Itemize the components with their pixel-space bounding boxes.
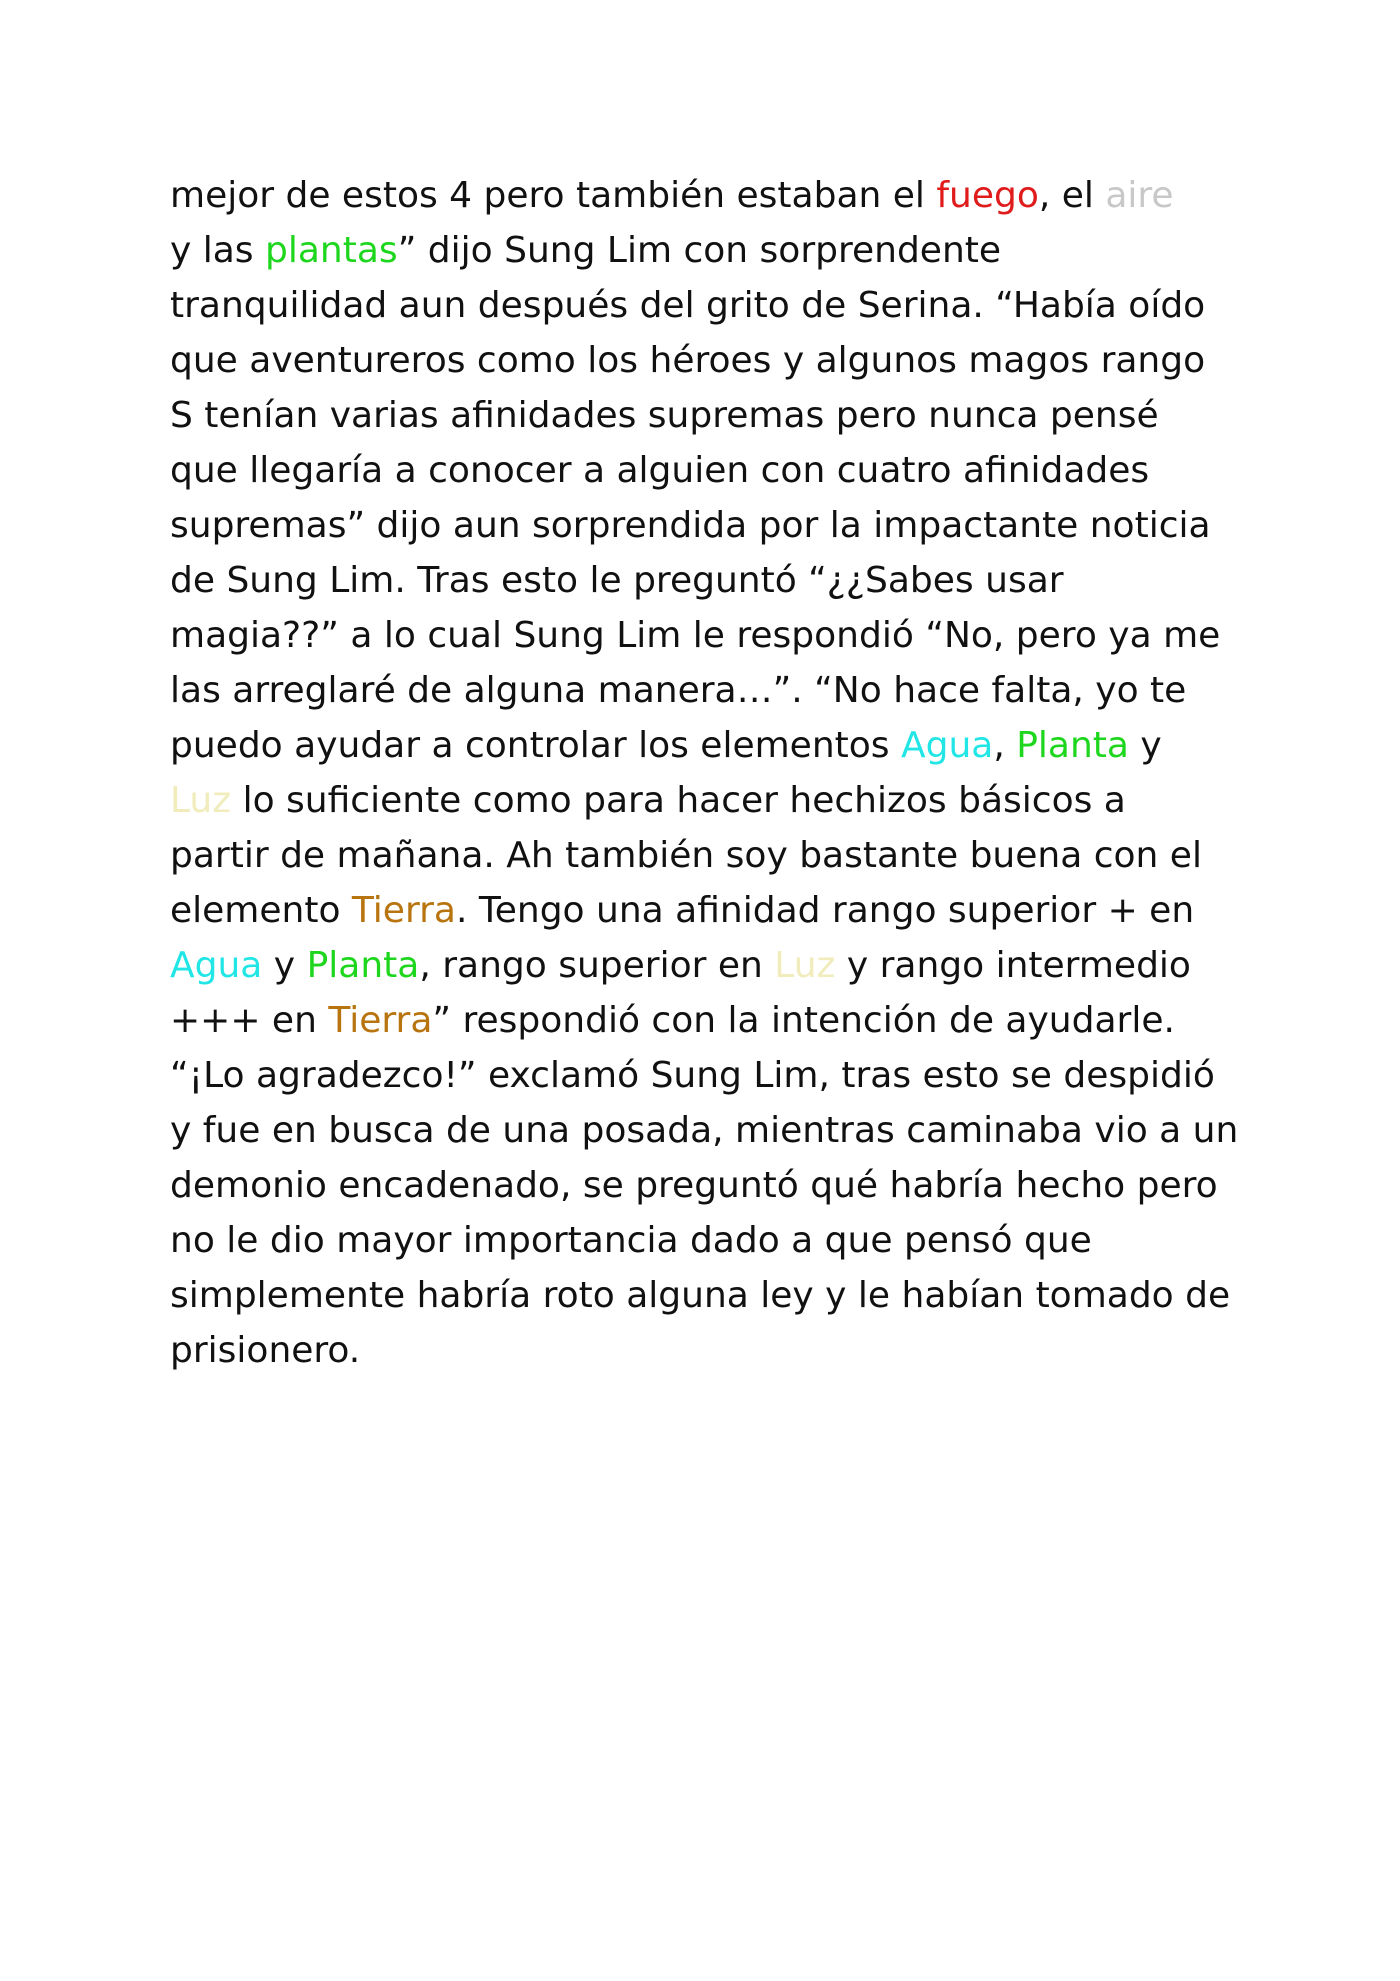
text-segment: lo suficiente como para hacer hechizos básicos a	[231, 780, 1126, 821]
element-word-agua: Agua	[900, 725, 994, 766]
text-segment: y las	[170, 230, 266, 271]
text-segment: ,	[993, 725, 1017, 766]
element-word-agua: Agua	[170, 945, 263, 986]
text-segment: . Tengo una afinidad rango superior + en	[455, 890, 1195, 931]
text-segment: supremas” dijo aun sorprendida por la impactante noticia	[170, 505, 1211, 546]
text-line	[170, 553, 1250, 608]
text-line	[170, 1048, 1250, 1103]
text-line	[170, 1268, 1250, 1323]
text-line	[170, 608, 1250, 663]
text-segment: mejor de estos 4 pero también estaban el	[170, 175, 937, 216]
text-segment: , rango superior en	[419, 945, 775, 986]
text-segment: partir de mañana. Ah también soy bastante buena con el	[170, 835, 1202, 876]
text-line	[170, 168, 1250, 223]
text-segment: +++ en	[170, 1000, 329, 1041]
text-line	[170, 1103, 1250, 1158]
text-segment: tranquilidad aun después del grito de Serina. “Había oído	[170, 285, 1206, 326]
text-segment: y	[262, 945, 307, 986]
element-word-fuego: fuego	[936, 175, 1039, 216]
text-line	[170, 773, 1250, 828]
text-segment: puedo ayudar a controlar los elementos	[170, 725, 901, 766]
element-word-tierra: Tierra	[328, 1000, 433, 1041]
text-line	[170, 278, 1250, 333]
text-segment: de Sung Lim. Tras esto le preguntó “¿¿Sabes usar	[170, 560, 1064, 601]
text-segment: que aventureros como los héroes y algunos magos rango	[170, 340, 1206, 381]
text-segment: ” dijo Sung Lim con sorprendente	[397, 230, 1002, 271]
element-word-tierra: Tierra	[351, 890, 456, 931]
text-segment: S tenían varias afinidades supremas pero nunca pensé	[170, 395, 1159, 436]
text-line	[170, 1158, 1250, 1213]
text-line	[170, 388, 1250, 443]
text-line	[170, 718, 1250, 773]
text-segment: magia??” a lo cual Sung Lim le respondió “No, pero ya me	[170, 615, 1221, 656]
element-word-planta: Planta	[1016, 725, 1129, 766]
text-segment: ” respondió con la intención de ayudarle.	[432, 1000, 1175, 1041]
text-segment: y	[1128, 725, 1162, 766]
text-segment: que llegaría a conocer a alguien con cuatro afinidades	[170, 450, 1150, 491]
element-word-aire: aire	[1105, 175, 1174, 216]
text-line	[170, 828, 1250, 883]
text-segment: y rango intermedio	[835, 945, 1191, 986]
text-line	[170, 663, 1250, 718]
text-segment: “¡Lo agradezco!” exclamó Sung Lim, tras esto se despidió	[170, 1055, 1215, 1096]
text-segment: no le dio mayor importancia dado a que pensó que	[170, 1220, 1092, 1261]
text-segment: las arreglaré de alguna manera…”. “No hace falta, yo te	[170, 670, 1187, 711]
element-word-planta: plantas	[265, 230, 398, 271]
text-segment: elemento	[170, 890, 352, 931]
element-word-luz: Luz	[170, 780, 232, 821]
text-segment: y fue en busca de una posada, mientras caminaba vio a un	[170, 1110, 1239, 1151]
element-word-luz: Luz	[774, 945, 836, 986]
text-line	[170, 1323, 1250, 1378]
text-line	[170, 223, 1250, 278]
text-line	[170, 443, 1250, 498]
text-segment: simplemente habría roto alguna ley y le habían tomado de	[170, 1275, 1231, 1316]
text-line	[170, 993, 1250, 1048]
text-line	[170, 333, 1250, 388]
text-line	[170, 883, 1250, 938]
text-segment: demonio encadenado, se preguntó qué habría hecho pero	[170, 1165, 1218, 1206]
element-word-planta: Planta	[306, 945, 420, 986]
text-line	[170, 1213, 1250, 1268]
text-line	[170, 498, 1250, 553]
text-segment: prisionero.	[170, 1330, 361, 1371]
body-text	[170, 168, 1250, 1378]
text-segment: , el	[1038, 175, 1106, 216]
text-line	[170, 938, 1250, 993]
